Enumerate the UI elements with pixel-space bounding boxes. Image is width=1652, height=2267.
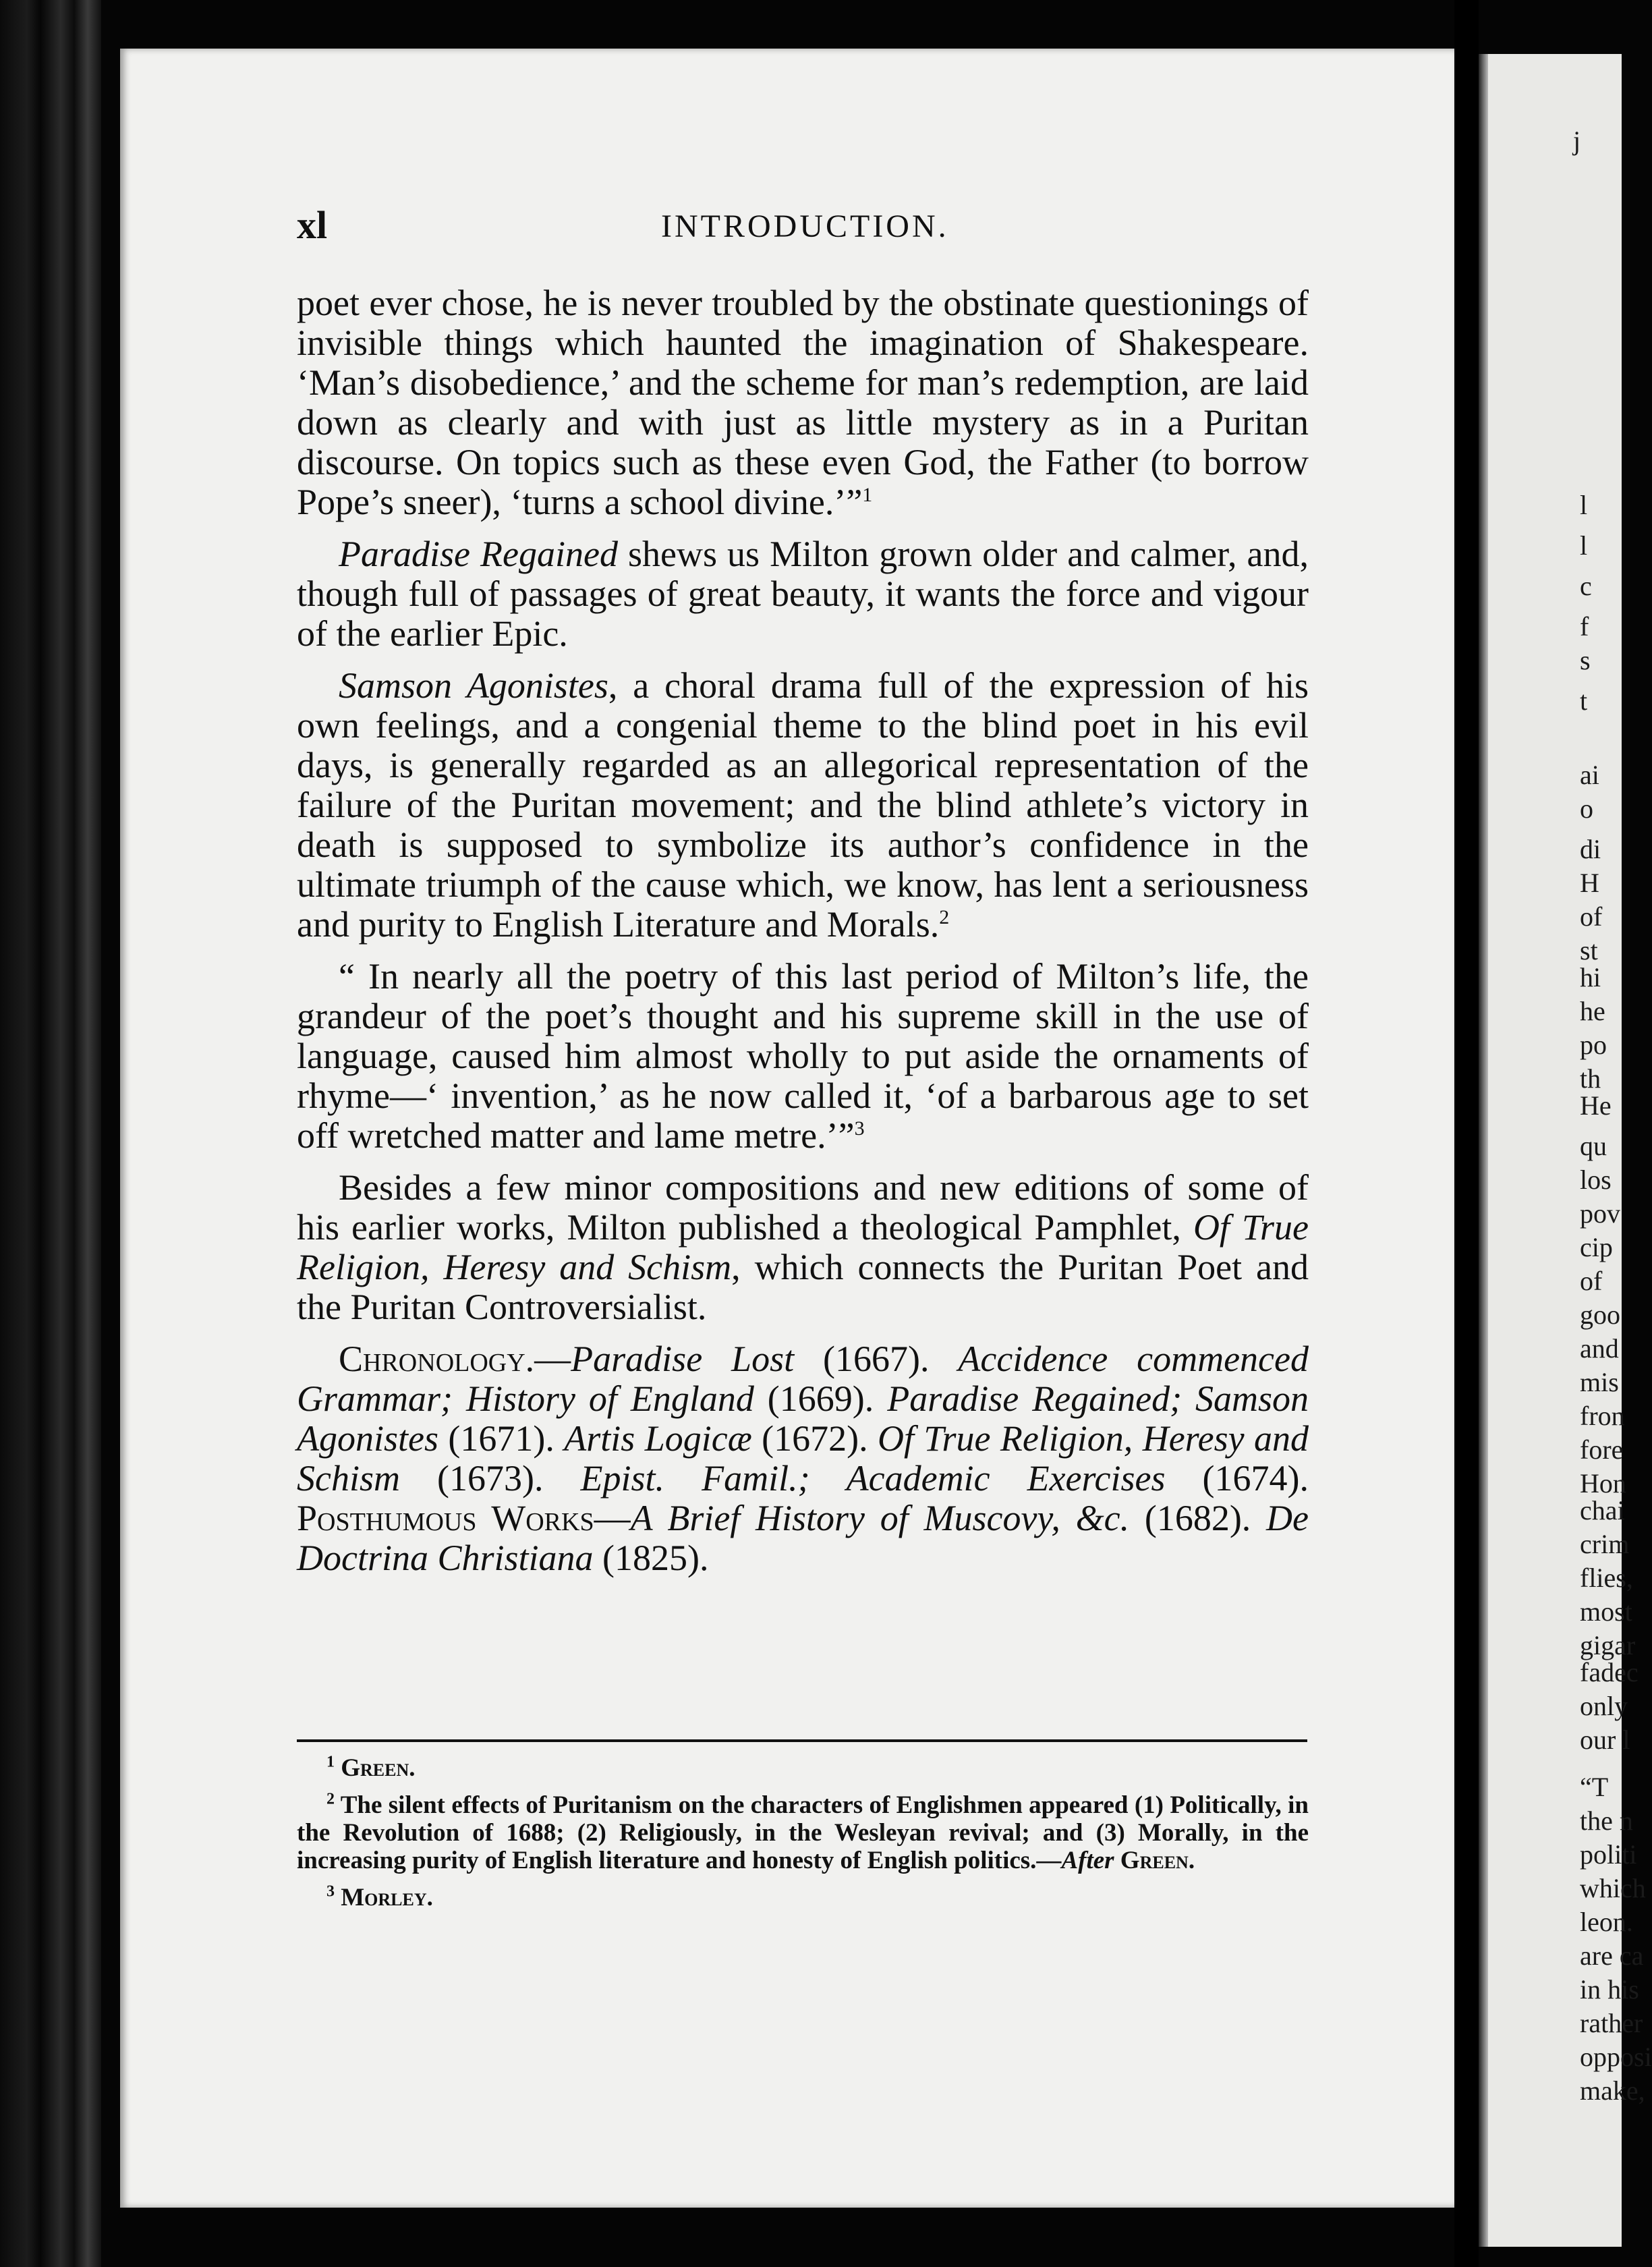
facing-page-fragment: o xyxy=(1580,793,1593,824)
facing-page-fragment: rather xyxy=(1580,2008,1643,2038)
facing-page-fragment: of xyxy=(1580,901,1603,932)
page-header xyxy=(297,202,1322,256)
facing-page-fragment: H xyxy=(1580,868,1599,898)
facing-page-fragment: di xyxy=(1580,834,1601,864)
facing-page-fragment: are ca xyxy=(1580,1940,1644,1971)
facing-page-fragment: He xyxy=(1580,1090,1612,1121)
footnote-1: $^1$ Green. xyxy=(326,1753,416,1782)
facing-page-fragment: crim xyxy=(1580,1529,1630,1559)
facing-page-fragment: our l xyxy=(1580,1725,1630,1755)
facing-page-fragment: j xyxy=(1573,125,1581,156)
facing-page-fragment: leon. xyxy=(1580,1907,1633,1937)
facing-page-fragment: in his xyxy=(1580,1974,1639,2005)
facing-page-fragment: cip xyxy=(1580,1232,1613,1262)
facing-page-fragment: fadec xyxy=(1580,1657,1639,1687)
footnote-ref-1: 1 xyxy=(862,484,873,506)
facing-page-fragment: politi xyxy=(1580,1839,1637,1870)
facing-page-fragment: po xyxy=(1580,1030,1607,1060)
footnote-2: $^2$ The silent effects of Puritanism on the characters of Englishmen appeared (1) Politically, in the Revolution of 1688; (2) Religiously, in the Wesleyan revival; and (3) Morally, in the increasing purity of English literature and honesty of English politics.—After Green. xyxy=(297,1790,1309,1874)
page-body xyxy=(297,283,1309,1590)
footnotes xyxy=(297,1754,1309,1921)
facing-page-fragment: mis xyxy=(1580,1367,1619,1397)
facing-page-edge xyxy=(1479,54,1652,2247)
page-gutter xyxy=(1454,0,1479,2267)
running-title: INTRODUCTION. xyxy=(661,208,949,244)
facing-page-fragment: most xyxy=(1580,1596,1632,1627)
facing-page-fragment: c xyxy=(1580,571,1592,601)
footnote-3: $^3$ Morley. xyxy=(326,1882,433,1911)
posthumous-label: Posthumous Works xyxy=(297,1498,594,1538)
paragraph-1: poet ever chose, he is never troubled by the obstinate questionings of invisible things which haunted the imagination of Shakespeare. ‘Man’s disobedience,’ and the scheme for man’s redemption, are laid down as clearly and with just as little mystery as in a Puritan discourse. On topics such as these even God, the Father (to borrow Pope’s sneer), ‘turns a school divine.’”$^1$ xyxy=(297,283,1309,522)
facing-page-fragment: only xyxy=(1580,1691,1628,1721)
facing-page-fragment: st xyxy=(1580,935,1598,965)
facing-page-fragment: flies, xyxy=(1580,1563,1633,1593)
paragraph-2: Paradise Regained shews us Milton grown older and calmer, and, though full of passages of great beauty, it wants the force and vigour of the earlier Epic. xyxy=(297,534,1309,654)
facing-page-fragment: he xyxy=(1580,996,1605,1026)
facing-page-fragment: make, xyxy=(1580,2075,1645,2106)
title-of-true-religion: Of True Religion, Heresy and Schism xyxy=(297,1207,1309,1287)
facing-page-fragment: chai xyxy=(1580,1495,1625,1526)
footnote-ref-2: 2 xyxy=(939,906,950,928)
facing-page-fragment: fron xyxy=(1580,1401,1625,1431)
facing-page-fragment: goo xyxy=(1580,1299,1620,1330)
facing-page-fragment: los xyxy=(1580,1165,1612,1195)
title-samson-agonistes: Samson Agonistes xyxy=(339,665,608,706)
facing-page-fragment: and xyxy=(1580,1333,1619,1364)
chronology-label: Chronology. xyxy=(339,1339,535,1379)
facing-page-fragment: opposi xyxy=(1580,2042,1652,2072)
page-number: xl xyxy=(297,203,328,247)
footnote-rule xyxy=(297,1739,1307,1742)
facing-page-fragment: s xyxy=(1580,645,1591,675)
facing-page-fragment: hi xyxy=(1580,962,1601,992)
title-paradise-regained: Paradise Regained xyxy=(339,534,618,574)
facing-page-fragment: f xyxy=(1580,611,1589,642)
facing-page-fragment: the n xyxy=(1580,1806,1633,1836)
paragraph-3: Samson Agonistes, a choral drama full of the expression of his own feelings, and a congenial theme to the blind poet in his evil days, is generally regarded as an allegorical representation of the failure of the Puritan movement; and the blind athlete’s victory in death is supposed to symbolize its author’s confidence in the ultimate triumph of the cause which, we know, has lent a seriousness and purity to English Literature and Morals.$^2$ xyxy=(297,665,1309,945)
facing-page-fragment: gigar xyxy=(1580,1630,1636,1660)
paragraph-5: Besides a few minor compositions and new editions of some of his earlier works, Milton published a theological Pamphlet, Of True Religion, Heresy and Schism, which connects the Puritan Poet and the Puritan Controversialist. xyxy=(297,1167,1309,1327)
facing-page-fragment: l xyxy=(1580,490,1588,520)
facing-page-fragment: ai xyxy=(1580,760,1599,790)
facing-page-fragment: pov xyxy=(1580,1198,1620,1229)
facing-page-fragment: qu xyxy=(1580,1131,1607,1161)
facing-page-fragment: th xyxy=(1580,1063,1601,1094)
facing-page-fragment: l xyxy=(1580,530,1588,561)
footnote-ref-3: 3 xyxy=(854,1117,865,1140)
chronology: Chronology.—Paradise Lost (1667). Accidence commenced Grammar; History of England (1669). Paradise Regained; Samson Agonistes (1671). Artis Logicæ (1672). Of True Religion, Heresy and Schism (1673). Epist. Famil.; Academic Exercises (1674). Posthumous Works—A Brief History of Muscovy, &c. (1682). De Doctrina Christiana (1825). xyxy=(297,1339,1309,1578)
facing-page-fragment: t xyxy=(1580,685,1588,716)
facing-page-fragment: Hon xyxy=(1580,1468,1626,1499)
facing-page-fragment: “T xyxy=(1580,1772,1609,1802)
facing-page-shadow xyxy=(1479,54,1488,2247)
facing-page-fragment: of xyxy=(1580,1266,1603,1296)
facing-page-fragment: which xyxy=(1580,1873,1646,1903)
book-binding xyxy=(0,0,101,2267)
facing-page-fragment: fore xyxy=(1580,1434,1624,1465)
paragraph-4: “ In nearly all the poetry of this last period of Milton’s life, the grandeur of the poet’s thought and his supreme skill in the use of language, caused him almost wholly to put aside the ornaments of rhyme—‘ invention,’ as he now called it, ‘of a barbarous age to set off wretched matter and lame metre.’”$^3$ xyxy=(297,956,1309,1156)
